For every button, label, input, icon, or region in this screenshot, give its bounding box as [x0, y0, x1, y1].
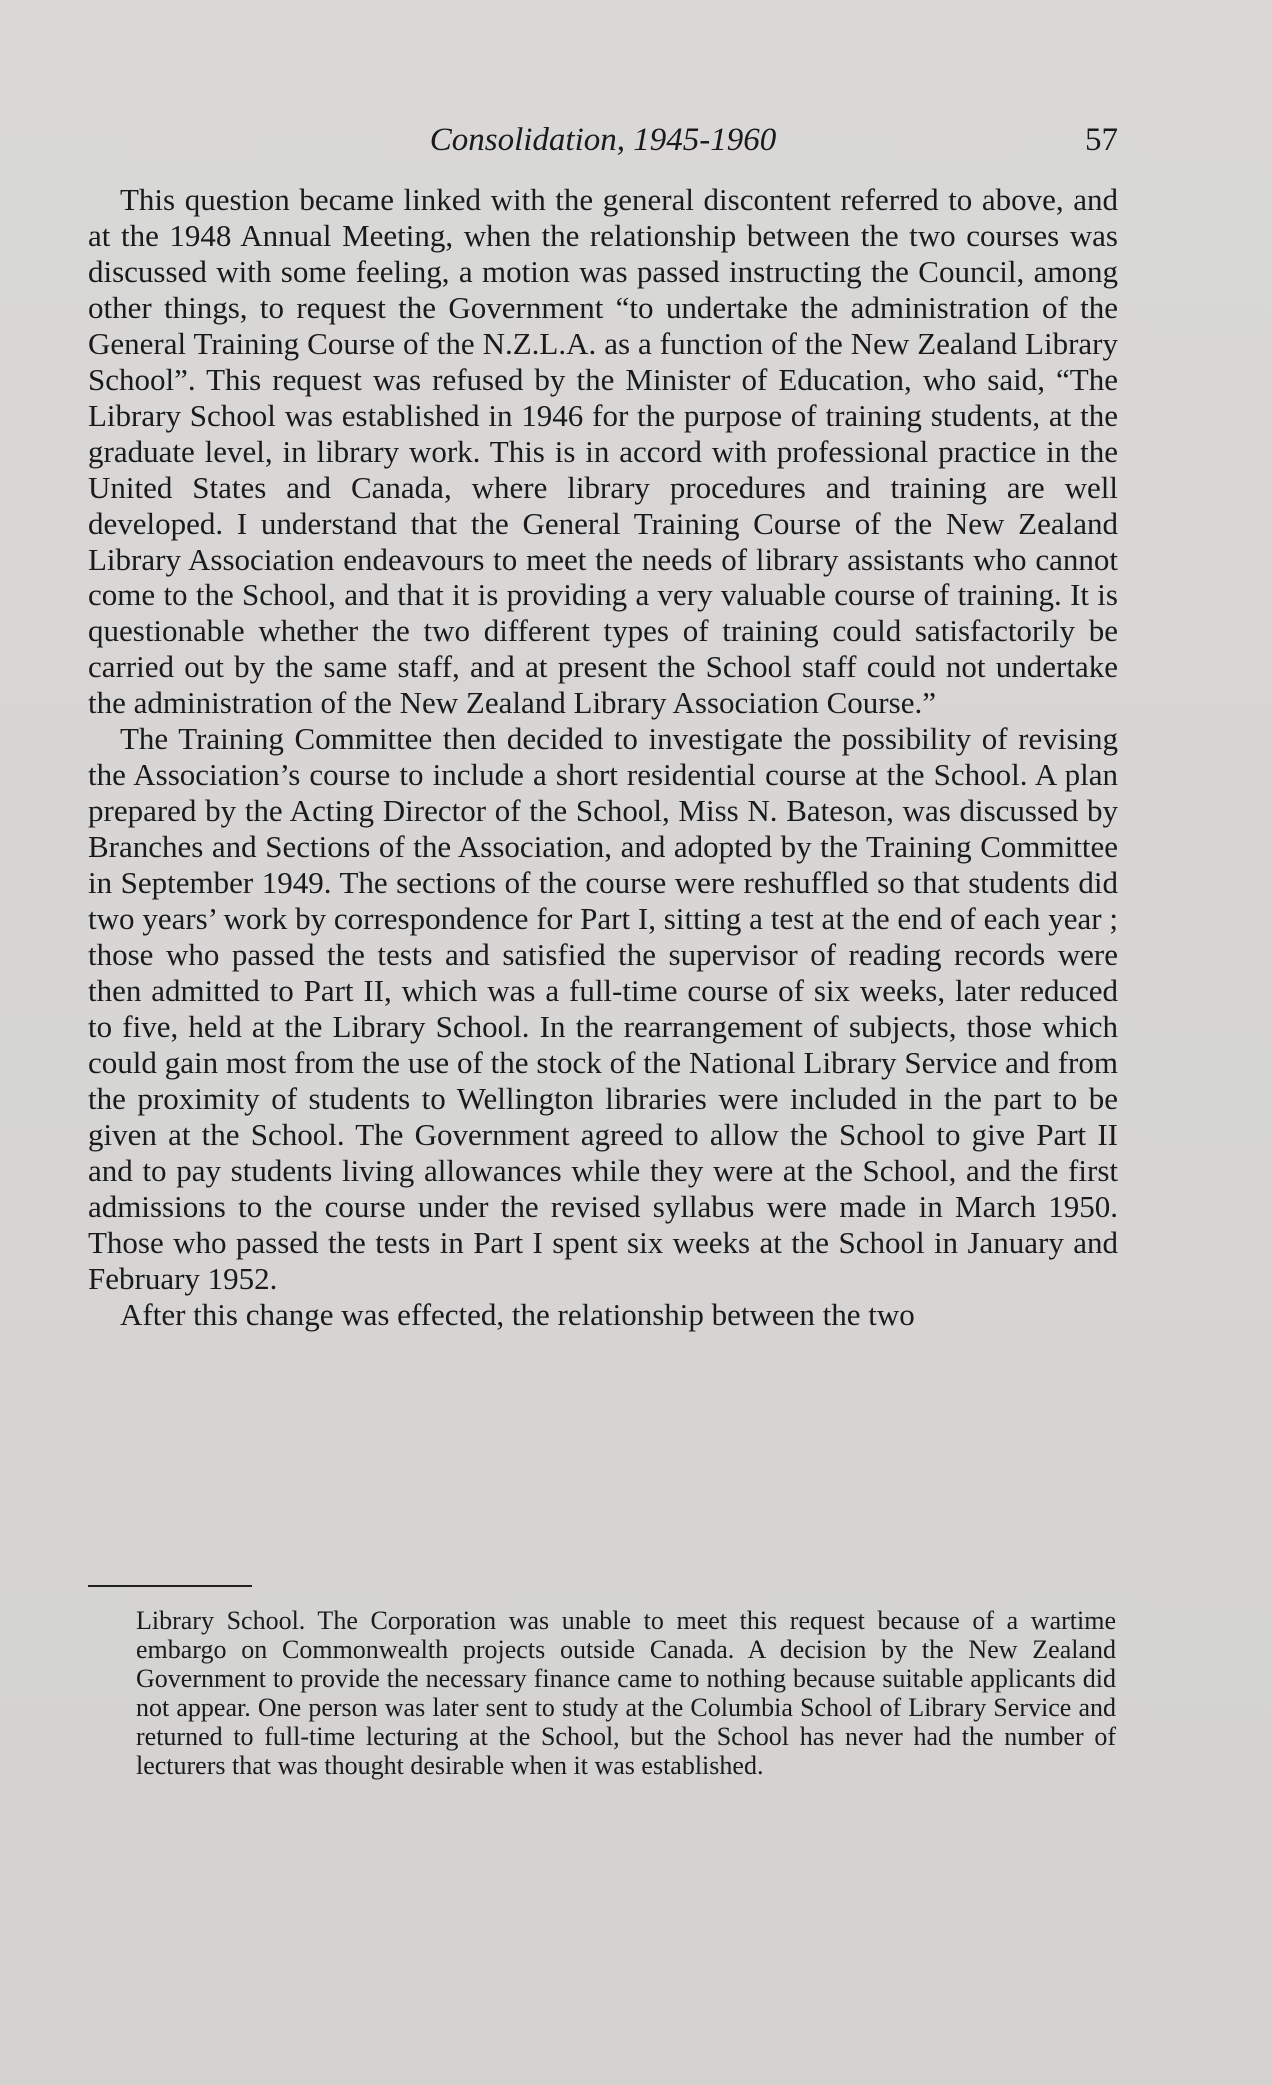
paragraph-3: After this change was effected, the relationship between the two [120, 1296, 915, 1332]
paragraph-2: The Training Committee then decided to investigate the possibility of revising the Association’s course to include a short residential course at the School. A plan prepared by the Acting Director of the School, Miss N. Bateson, was discussed by Branches and Sections of the Association, and adopted by the Training Committee in September 1949. The sections of the course were reshuffled so that students did two years’ work by correspondence for Part I, sitting a test at the end of each year ; those who passed the tests and satisfied the supervisor of reading records were then admitted to Part II, which was a full-time course of six weeks, later reduced to five, held at the Library School. In the rearrangement of subjects, those which could gain most from the use of the stock of the National Library Service and from the proximity of students to Wellington libraries were included in the part to be given at the School. The Government agreed to allow the School to give Part II and to pay students living allowances while they were at the School, and the first admissions to the course under the revised syllabus were made in March 1950. Those who passed the tests in Part I spent six weeks at the School in January and February 1952. [88, 721, 1118, 1296]
paragraph-1: This question became linked with the general discontent referred to above, and at the 1948 Annual Meeting, when the relationship between the two courses was discussed with some feeling, a motion was passed instructing the Council, among other things, to request the Government “to undertake the administration of the General Training Course of the N.Z.L.A. as a function of the New Zealand Library School”. This request was refused by the Minister of Education, who said, “The Library School was established in 1946 for the purpose of training students, at the graduate level, in library work. This is in accord with professional practice in the United States and Canada, where library procedures and training are well developed. I understand that the General Training Course of the New Zealand Library Association endeavours to meet the needs of library assistants who cannot come to the School, and that it is providing a very valuable course of training. It is questionable whether the two different types of training could satisfactorily be carried out by the same staff, and at present the School staff could not undertake the administration of the New Zealand Library Association Course.” [88, 182, 1118, 721]
running-head: Consolidation, 1945-1960 [429, 122, 777, 158]
page-header [88, 118, 1118, 162]
main-text [88, 182, 1118, 1333]
page-number: 57 [1085, 122, 1118, 158]
footnote: Library School. The Corporation was unable to meet this request because of a wartime embargo on Commonwealth projects outside Canada. A decision by the New Zealand Government to provide the necessary finance came to nothing because suitable applicants did not appear. One person was later sent to study at the Columbia School of Library Service and returned to full-time lecturing at the School, but the School has never had the number of lecturers that was thought desirable when it was established. [136, 1606, 1116, 1780]
footnote-divider [88, 1585, 252, 1587]
